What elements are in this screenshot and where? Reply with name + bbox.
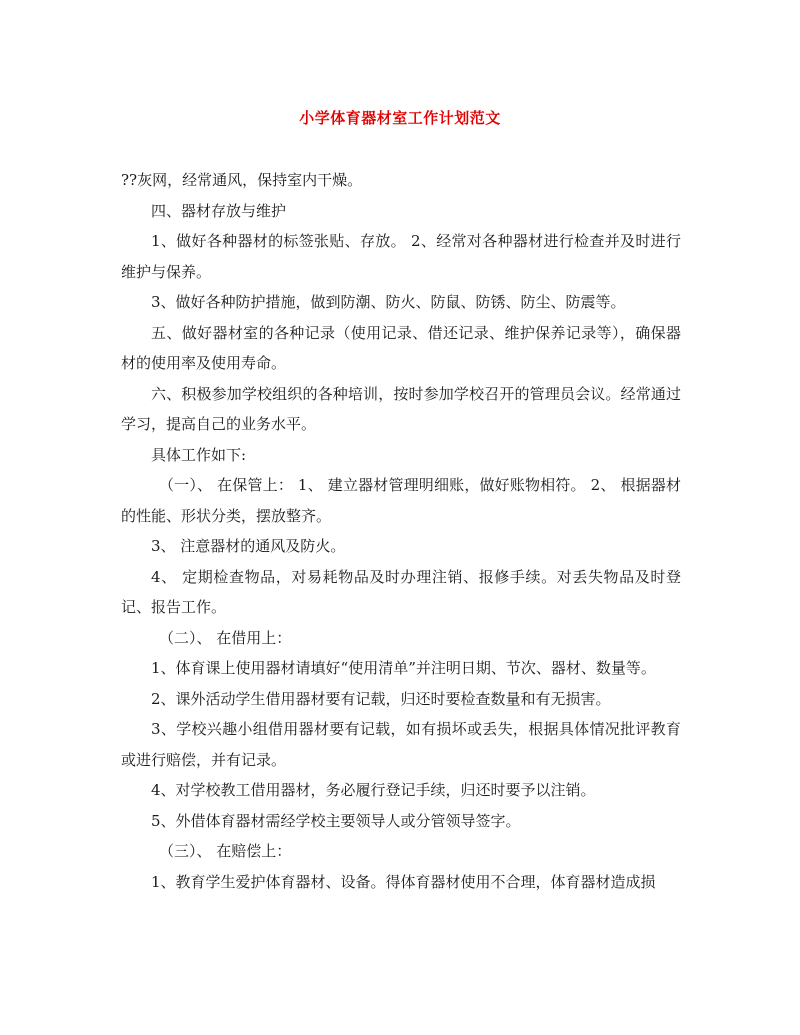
paragraph-16: 5、外借体育器材需经学校主要领导人或分管领导签字。 [151,811,521,830]
paragraph-11: （二）、 在借用上： [159,628,292,647]
paragraph-13: 2、课外活动学生借用器材要有记载，归还时要检查数量和有无损害。 [151,689,611,708]
paragraph-1: ??灰网，经常通风，保持室内干燥。 [121,171,363,189]
paragraph-5: 五、做好器材室的各种记录（使用记录、借还记录、维护保养记录等），确保器材的使用率及使用寿命。 [121,323,681,372]
paragraph-12: 1、体育课上使用器材请填好“使用清单”并注明日期、节次、器材、数量等。 [151,659,656,677]
paragraph-9: 3、 注意器材的通风及防火。 [151,537,346,555]
paragraph-18: 1、教育学生爱护体育器材、设备。得体育器材使用不合理，体育器材造成损 [151,872,656,891]
paragraph-15: 4、对学校教工借用器材，务必履行登记手续，归还时要予以注销。 [151,781,596,799]
paragraph-7: 具体工作如下: [151,445,247,464]
paragraph-4: 3、做好各种防护措施，做到防潮、防火、防鼠、防锈、防尘、防震等。 [151,293,626,311]
paragraph-8: （一）、 在保管上： 1、 建立器材管理明细账，做好账物相符。 2、 根据器材的性能、形状分类，摆放整齐。 [121,476,681,525]
paragraph-6: 六、积极参加学校组织的各种培训，按时参加学校召开的管理员会议。经常通过学习，提高自己的业务水平。 [121,384,681,433]
document-title: 小学体育器材室工作计划范文 [299,109,501,127]
paragraph-3: 1、做好各种器材的标签张贴、存放。 2、经常对各种器材进行检查并及时进行维护与保养。 [121,232,681,281]
document-body [121,165,681,897]
paragraph-14: 3、学校兴趣小组借用器材要有记载，如有损坏或丢失，根据具体情况批评教育或进行赔偿，并有记录。 [121,720,681,769]
paragraph-17: （三）、 在赔偿上： [159,842,292,860]
paragraph-10: 4、 定期检查物品，对易耗物品及时办理注销、报修手续。对丢失物品及时登记、报告工作。 [121,567,681,616]
paragraph-2: 四、器材存放与维护 [151,201,287,220]
